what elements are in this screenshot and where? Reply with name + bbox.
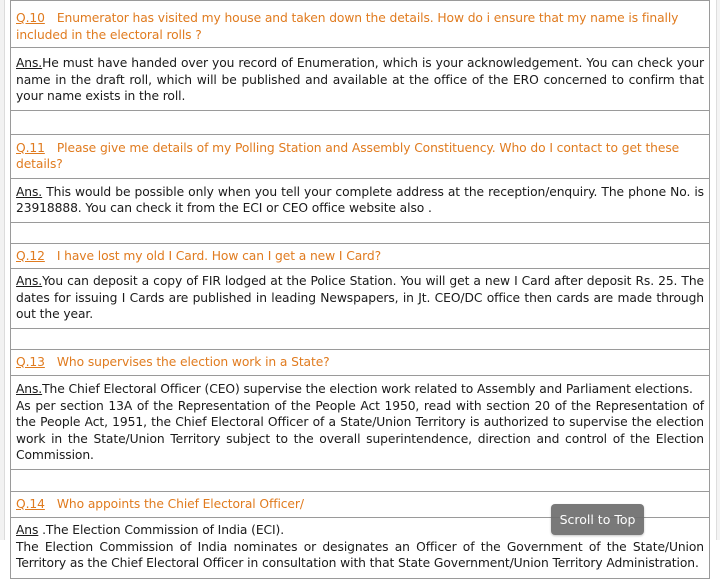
- spacer-row: [10, 329, 710, 350]
- question-number-link[interactable]: Q.11: [16, 140, 45, 155]
- question-row-12: [10, 244, 710, 270]
- question-text: Who supervises the election work in a State?: [56, 354, 330, 369]
- answer-label: Ans.: [16, 382, 43, 396]
- question-number-link[interactable]: Q.13: [16, 354, 45, 369]
- answer-row-10: [10, 48, 710, 111]
- answer-label: Ans.: [16, 184, 43, 199]
- question-number-link[interactable]: Q.14: [16, 496, 45, 511]
- answer-text: This would be possible only when you tell your complete address at the reception/enquiry. The phone No. is 23918888. You can check it from the ECI or CEO office website also .: [16, 184, 704, 215]
- question-text: I have lost my old I Card. How can I get a new I Card?: [56, 248, 382, 263]
- answer-text: The Chief Electoral Officer (CEO) supervise the election work related to Assembly and Parliament elections.: [42, 382, 693, 396]
- question-row-13: [10, 350, 710, 377]
- faq-table: [10, 0, 710, 579]
- answer-text: You can deposit a copy of FIR lodged at the Police Station. You will get a new I Card after deposit Rs. 25. The dates for issuing I Cards are published in leading Newspapers, in Jt. CEO/DC office then cards are made through out the year.: [16, 274, 704, 321]
- answer-row-12: [10, 269, 710, 329]
- answer-detail-text: The Election Commission of India nominates or designates an Officer of the Government of the State/Union Territory as the Chief Electoral Officer in consultation with that State Government/Union Territory Administration.: [16, 539, 704, 570]
- answer-label: Ans.: [16, 274, 43, 288]
- right-window-edge: [716, 0, 720, 540]
- answer-row-13: [10, 376, 710, 470]
- answer-text: .The Election Commission of India (ECI).: [38, 523, 285, 537]
- question-text: Please give me details of my Polling Station and Assembly Constituency. Who do I contact to get these details?: [16, 140, 680, 171]
- question-text: Enumerator has visited my house and taken down the details. How do i ensure that my name is finally included in the electoral rolls ?: [16, 11, 679, 42]
- spacer-row: [10, 111, 710, 135]
- answer-label: Ans.: [16, 56, 43, 70]
- scroll-to-top-button[interactable]: Scroll to Top: [551, 504, 644, 535]
- question-text: Who appoints the Chief Electoral Officer/: [56, 496, 304, 511]
- left-window-edge: [0, 0, 5, 540]
- spacer-row: [10, 470, 710, 492]
- question-row-10: [10, 0, 710, 48]
- question-number-link[interactable]: Q.12: [16, 248, 45, 263]
- answer-text: He must have handed over you record of Enumeration, which is your acknowledgement. You can check your name in the draft roll, which will be published and available at the office of the ERO concerned to confirm that your name exists in the roll.: [16, 56, 704, 103]
- answer-detail-text: As per section 13A of the Representation of the People Act 1950, read with section 20 of the Representation of the People Act, 1951, the Chief Electoral Officer of a State/Union Territory is authorized to supervise the election work in the State/Union Territory subject to the overall superintendence, direction and control of the Election Commission.: [16, 398, 704, 462]
- spacer-row: [10, 223, 710, 244]
- answer-label: Ans: [16, 523, 39, 537]
- question-number-link[interactable]: Q.10: [16, 11, 45, 25]
- question-row-11: [10, 135, 710, 179]
- answer-row-11: [10, 179, 710, 223]
